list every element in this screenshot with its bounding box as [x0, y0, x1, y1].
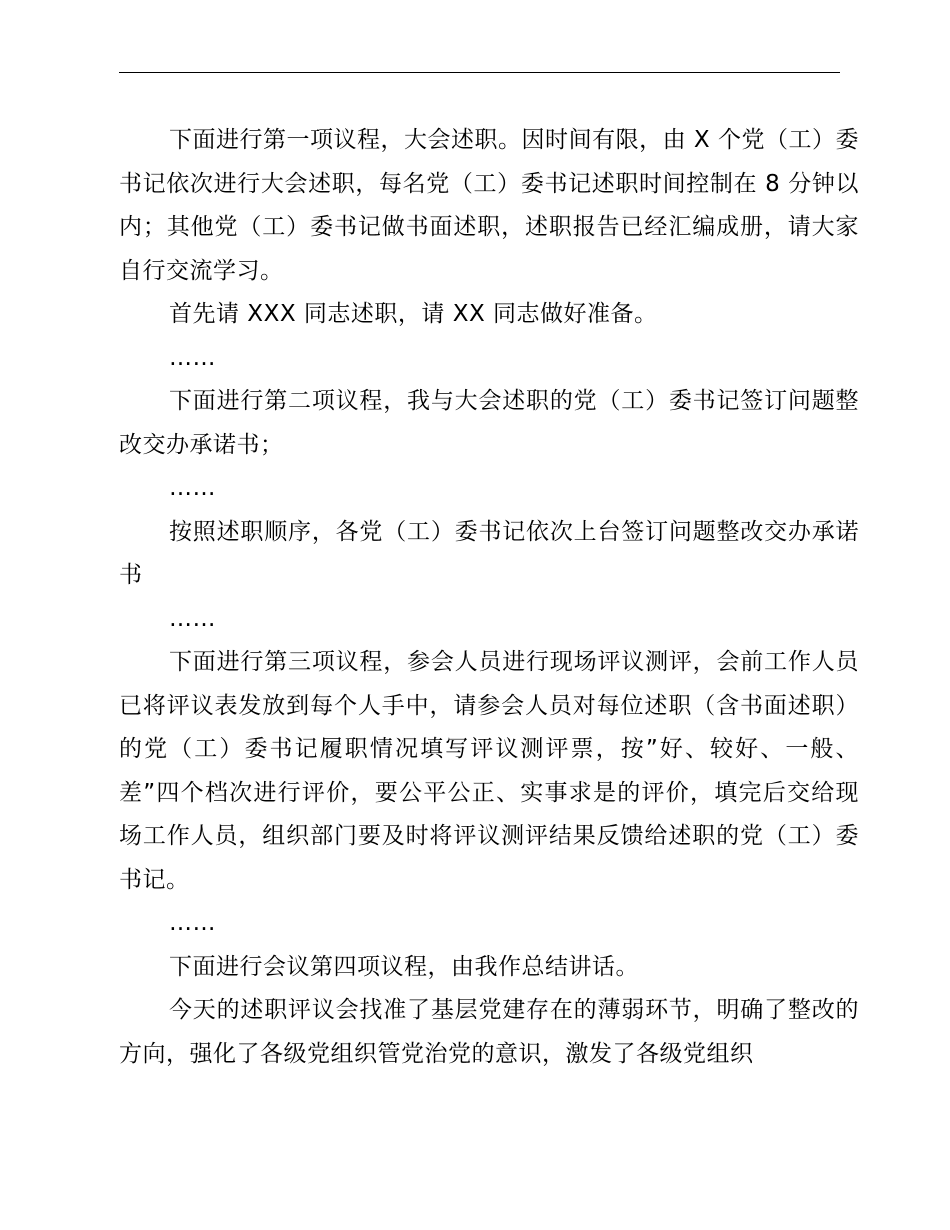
- paragraph: 下面进行第二项议程，我与大会述职的党（工）委书记签订问题整改交办承诺书；: [119, 388, 859, 458]
- paragraph: 下面进行第一项议程，大会述职。因时间有限，由 X 个党（工）委书记依次进行大会述职，每名党（工）委书记述职时间控制在 8 分钟以内；其他党（工）委书记做书面述职，述职报告已经汇编成册，请大家自行交流学习。: [119, 127, 859, 284]
- ellipsis-line: ……: [169, 605, 216, 632]
- paragraph: 下面进行会议第四项议程，由我作总结讲话。: [169, 953, 639, 980]
- paragraph: 今天的述职评议会找准了基层党建存在的薄弱环节，明确了整改的方向，强化了各级党组织管党治党的意识，激发了各级党组织: [119, 997, 859, 1067]
- document-body: [119, 119, 859, 1076]
- ellipsis-line: ……: [169, 475, 216, 501]
- paragraph: 按照述职顺序，各党（工）委书记依次上台签订问题整改交办承诺书: [119, 518, 859, 588]
- paragraph: 首先请 XXX 同志述职，请 XX 同志做好准备。: [169, 301, 658, 327]
- header-rule: [119, 72, 840, 73]
- ellipsis-line: ……: [169, 344, 216, 371]
- paragraph: 下面进行第三项议程，参会人员进行现场评议测评，会前工作人员已将评议表发放到每个人手中，请参会人员对每位述职（含书面述职）的党（工）委书记履职情况填写评议测评票，按”好、较好、一般、差”四个档次进行评价，要公平公正、实事求是的评价，填完后交给现场工作人员，组织部门要及时将评议测评结果反馈给述职的党（工）委书记。: [119, 649, 859, 893]
- ellipsis-line: ……: [169, 910, 216, 936]
